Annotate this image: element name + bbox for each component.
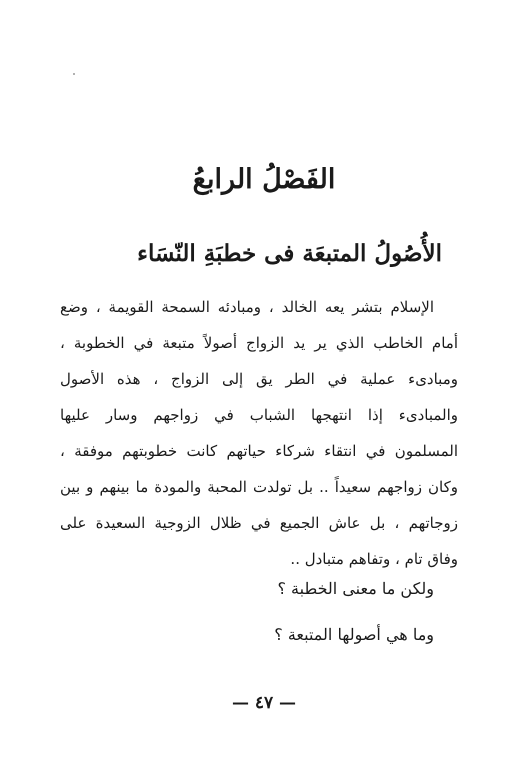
paragraph-line: زوجاتهم ، بل عاش الجميع في ظلال الزوجية السعيدة على	[60, 514, 458, 532]
paragraph-line: وفاق تام ، وتفاهم متبادل ..	[290, 550, 458, 568]
question-line: ولكن ما معنى الخطبة ؟	[277, 579, 434, 598]
body-paragraph	[60, 289, 458, 577]
question-line: وما هي أصولها المتبعة ؟	[274, 625, 434, 644]
paragraph-line: والمبادىء إذا انتهجها الشباب في زواجهم وسار عليها	[60, 406, 458, 424]
paragraph-line: وكان زواجهم سعيداً .. بل تولدت المحبة والمودة ما بينهم و بين	[60, 478, 458, 496]
paragraph-line: ومبادىء عملية في الطر يق إلى الزواج ، هذه الأصول	[60, 370, 458, 388]
paragraph-line: المسلمون في انتقاء شركاء حياتهم كانت خطوبتهم موفقة ،	[60, 442, 458, 460]
paragraph-line: الإسلام بتشر يعه الخالد ، ومبادئه السمحة القويمة ، وضع	[60, 298, 434, 316]
page-number: — ٤٧ —	[231, 693, 297, 713]
chapter-title: الفَصْلُ الرابعُ	[192, 164, 336, 195]
paper-speck	[73, 73, 75, 75]
section-title: الأُصُولُ المتبعَة فى خطبَةِ النّسَاء	[137, 240, 442, 267]
paragraph-line: أمام الخاطب الذي ير يد الزواج أصولاً متبعة في الخطوبة ،	[60, 334, 458, 352]
